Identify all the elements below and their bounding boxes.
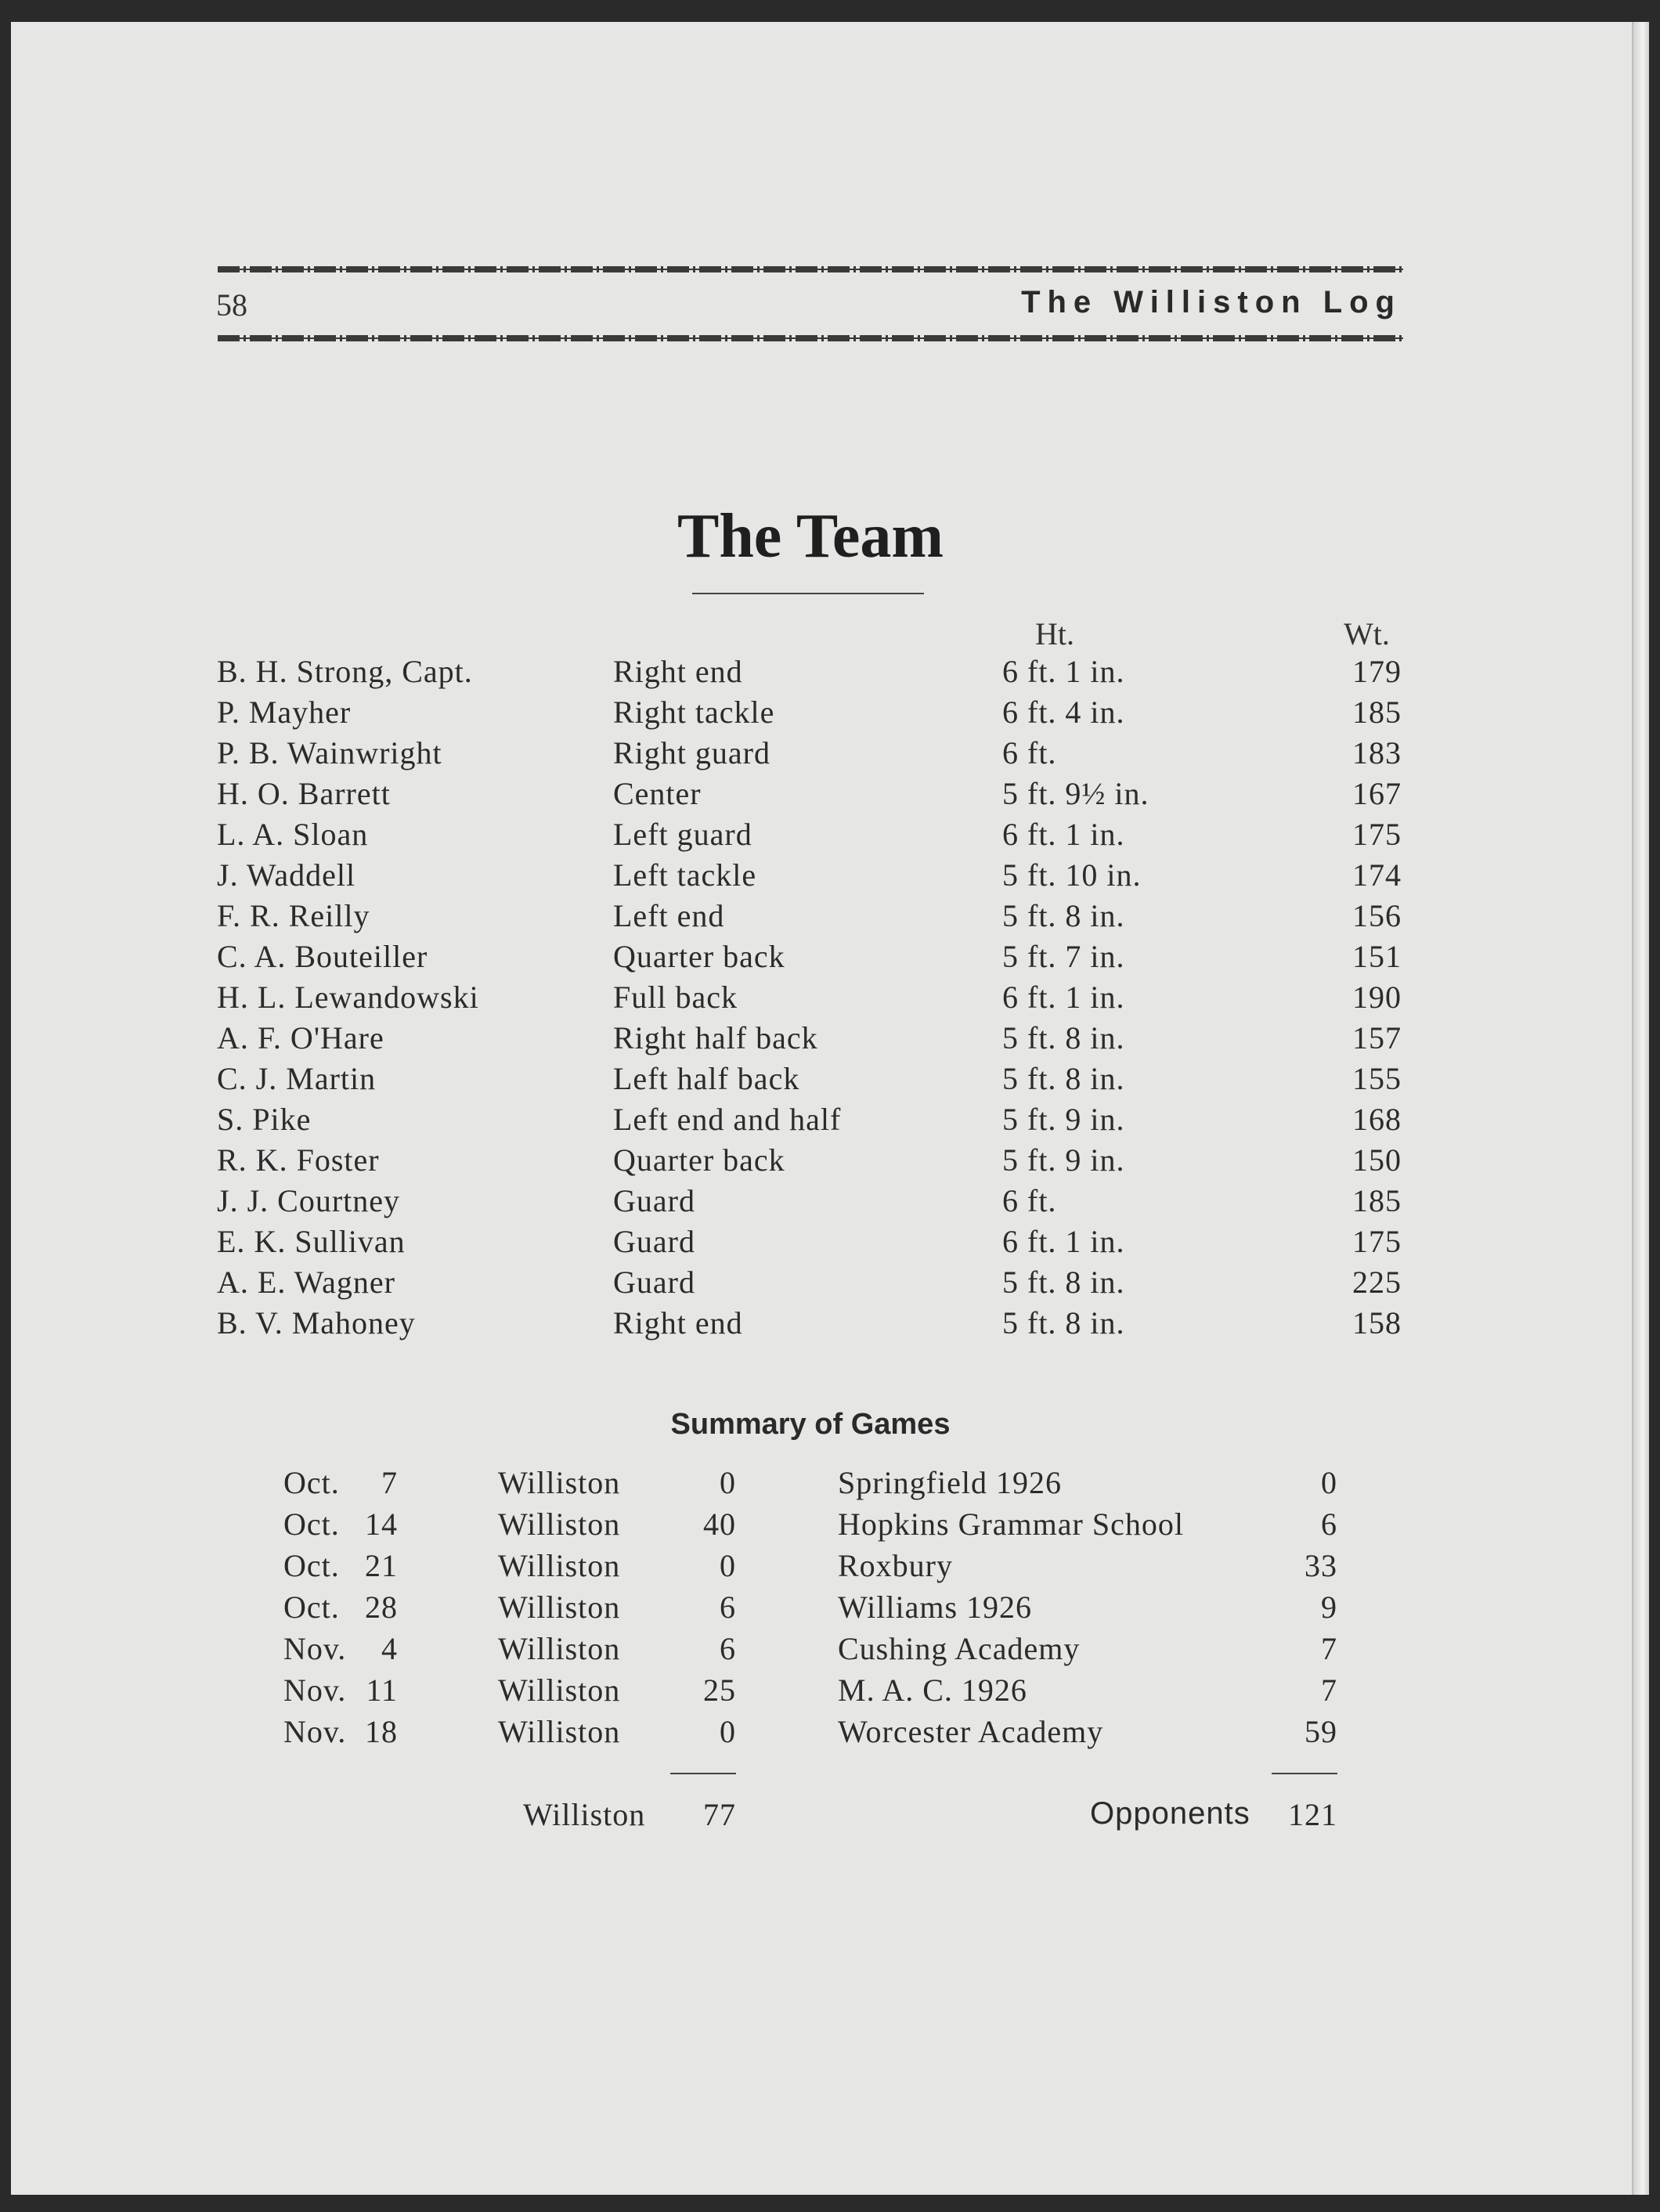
player-name: H. L. Lewandowski — [217, 980, 479, 1015]
player-height: 5 ft. 7 in. — [1002, 939, 1125, 974]
player-height: 6 ft. — [1002, 1183, 1057, 1218]
player-position: Full back — [613, 980, 738, 1015]
game-opponent-score: 33 — [1305, 1548, 1337, 1583]
player-name: R. K. Foster — [217, 1142, 380, 1178]
player-weight: 185 — [1352, 1183, 1402, 1218]
player-height: 5 ft. 9 in. — [1002, 1142, 1125, 1178]
home-total-value: 77 — [703, 1797, 736, 1832]
player-name: B. H. Strong, Capt. — [217, 654, 473, 689]
roster-row — [0, 775, 1621, 816]
game-month: Oct. — [283, 1590, 340, 1625]
game-opponent: Cushing Academy — [838, 1631, 1081, 1666]
roster-row — [0, 857, 1621, 897]
opponent-total-rule — [1272, 1773, 1337, 1774]
player-position: Guard — [613, 1224, 695, 1259]
player-weight: 167 — [1352, 776, 1402, 811]
roster-row — [0, 1264, 1621, 1304]
roster-row — [0, 938, 1621, 979]
player-position: Right end — [613, 654, 743, 689]
game-opponent-score: 59 — [1305, 1714, 1337, 1749]
game-home-team: Williston — [498, 1507, 621, 1542]
roster-table — [0, 653, 1621, 1345]
roster-row — [0, 1019, 1621, 1060]
game-month: Oct. — [283, 1548, 340, 1583]
game-home-team: Williston — [498, 1465, 621, 1500]
roster-row — [0, 694, 1621, 734]
game-home-team: Williston — [498, 1590, 621, 1625]
roster-row — [0, 1101, 1621, 1142]
player-weight: 157 — [1352, 1020, 1402, 1055]
game-home-score: 0 — [720, 1548, 736, 1583]
player-weight: 190 — [1352, 980, 1402, 1015]
player-position: Left end — [613, 898, 725, 933]
roster-row — [0, 1304, 1621, 1345]
game-day: 21 — [365, 1548, 398, 1583]
game-day: 28 — [365, 1590, 398, 1625]
roster-row — [0, 1223, 1621, 1264]
player-height: 5 ft. 8 in. — [1002, 1305, 1125, 1341]
game-opponent-score: 7 — [1321, 1673, 1337, 1708]
game-home-score: 0 — [720, 1465, 736, 1500]
player-weight: 155 — [1352, 1061, 1402, 1096]
player-name: C. J. Martin — [217, 1061, 377, 1096]
player-weight: 179 — [1352, 654, 1402, 689]
player-weight: 158 — [1352, 1305, 1402, 1341]
game-opponent: M. A. C. 1926 — [838, 1673, 1027, 1708]
page-title: The Team — [677, 502, 944, 571]
weight-column-header: Wt. — [1344, 616, 1390, 651]
game-month: Nov. — [283, 1673, 347, 1708]
page-number: 58 — [216, 287, 247, 323]
player-position: Left half back — [613, 1061, 800, 1096]
game-month: Oct. — [283, 1507, 340, 1542]
game-day: 18 — [365, 1714, 398, 1749]
roster-row — [0, 653, 1621, 694]
player-weight: 175 — [1352, 1224, 1402, 1259]
game-row — [0, 1672, 1621, 1713]
player-height: 6 ft. 1 in. — [1002, 1224, 1125, 1259]
game-month: Oct. — [283, 1465, 340, 1500]
player-name: J. Waddell — [217, 857, 356, 893]
header-rule-top — [218, 266, 1403, 272]
game-opponent-score: 0 — [1321, 1465, 1337, 1500]
page-edge — [1632, 22, 1649, 2195]
home-total-label: Williston — [523, 1797, 646, 1832]
player-position: Left guard — [613, 817, 752, 852]
player-weight: 168 — [1352, 1102, 1402, 1137]
game-row — [0, 1464, 1621, 1506]
game-home-score: 6 — [720, 1631, 736, 1666]
game-opponent: Roxbury — [838, 1548, 953, 1583]
player-height: 6 ft. 4 in. — [1002, 695, 1125, 730]
player-weight: 175 — [1352, 817, 1402, 852]
player-height: 6 ft. — [1002, 735, 1057, 770]
game-row — [0, 1506, 1621, 1547]
player-position: Guard — [613, 1265, 695, 1300]
player-height: 6 ft. 1 in. — [1002, 817, 1125, 852]
player-position: Left tackle — [613, 857, 757, 893]
player-name: S. Pike — [217, 1102, 312, 1137]
height-column-header: Ht. — [1035, 616, 1074, 651]
home-total-rule — [670, 1773, 736, 1774]
player-weight: 225 — [1352, 1265, 1402, 1300]
player-weight: 185 — [1352, 695, 1402, 730]
player-position: Center — [613, 776, 702, 811]
player-weight: 151 — [1352, 939, 1402, 974]
player-height: 5 ft. 8 in. — [1002, 1265, 1125, 1300]
player-name: A. F. O'Hare — [217, 1020, 384, 1055]
roster-row — [0, 1060, 1621, 1101]
game-home-score: 0 — [720, 1714, 736, 1749]
player-height: 6 ft. 1 in. — [1002, 654, 1125, 689]
player-height: 5 ft. 8 in. — [1002, 898, 1125, 933]
roster-row — [0, 897, 1621, 938]
running-title: The Williston Log — [1021, 285, 1402, 319]
games-table — [0, 1464, 1621, 1755]
game-home-team: Williston — [498, 1673, 621, 1708]
player-name: A. E. Wagner — [217, 1265, 395, 1300]
roster-row — [0, 1142, 1621, 1182]
player-height: 5 ft. 10 in. — [1002, 857, 1142, 893]
game-opponent: Hopkins Grammar School — [838, 1507, 1184, 1542]
player-height: 5 ft. 8 in. — [1002, 1061, 1125, 1096]
game-opponent-score: 7 — [1321, 1631, 1337, 1666]
player-position: Right end — [613, 1305, 743, 1341]
roster-row — [0, 979, 1621, 1019]
player-height: 6 ft. 1 in. — [1002, 980, 1125, 1015]
player-name: L. A. Sloan — [217, 817, 369, 852]
game-home-team: Williston — [498, 1548, 621, 1583]
player-name: E. K. Sullivan — [217, 1224, 406, 1259]
game-opponent-score: 9 — [1321, 1590, 1337, 1625]
game-home-score: 40 — [703, 1507, 736, 1542]
game-row — [0, 1589, 1621, 1630]
game-home-team: Williston — [498, 1631, 621, 1666]
game-row — [0, 1547, 1621, 1589]
roster-row — [0, 734, 1621, 775]
player-name: B. V. Mahoney — [217, 1305, 416, 1341]
game-month: Nov. — [283, 1631, 347, 1666]
game-row — [0, 1630, 1621, 1672]
game-opponent: Springfield 1926 — [838, 1465, 1062, 1500]
player-weight: 174 — [1352, 857, 1402, 893]
summary-heading: Summary of Games — [670, 1408, 951, 1441]
player-name: H. O. Barrett — [217, 776, 391, 811]
player-height: 5 ft. 8 in. — [1002, 1020, 1125, 1055]
player-position: Right guard — [613, 735, 770, 770]
player-height: 5 ft. 9 in. — [1002, 1102, 1125, 1137]
opponent-total-value: 121 — [1288, 1797, 1337, 1832]
roster-row — [0, 1182, 1621, 1223]
game-opponent: Williams 1926 — [838, 1590, 1033, 1625]
player-weight: 183 — [1352, 735, 1402, 770]
player-name: J. J. Courtney — [217, 1183, 400, 1218]
player-name: C. A. Bouteiller — [217, 939, 428, 974]
title-underline — [692, 593, 924, 594]
opponent-total-label: Opponents — [1090, 1796, 1250, 1831]
player-height: 5 ft. 9½ in. — [1002, 776, 1149, 811]
roster-row — [0, 816, 1621, 857]
game-home-score: 6 — [720, 1590, 736, 1625]
game-row — [0, 1713, 1621, 1755]
game-opponent-score: 6 — [1321, 1507, 1337, 1542]
player-position: Right tackle — [613, 695, 775, 730]
player-position: Guard — [613, 1183, 695, 1218]
header-rule-bottom — [218, 335, 1403, 341]
game-day: 11 — [366, 1673, 398, 1708]
game-home-team: Williston — [498, 1714, 621, 1749]
player-weight: 150 — [1352, 1142, 1402, 1178]
game-day: 4 — [381, 1631, 398, 1666]
player-position: Quarter back — [613, 1142, 785, 1178]
player-name: P. Mayher — [217, 695, 352, 730]
player-position: Quarter back — [613, 939, 785, 974]
game-home-score: 25 — [703, 1673, 736, 1708]
player-weight: 156 — [1352, 898, 1402, 933]
game-day: 14 — [365, 1507, 398, 1542]
player-name: P. B. Wainwright — [217, 735, 442, 770]
player-name: F. R. Reilly — [217, 898, 370, 933]
player-position: Right half back — [613, 1020, 818, 1055]
game-month: Nov. — [283, 1714, 347, 1749]
game-day: 7 — [381, 1465, 398, 1500]
player-position: Left end and half — [613, 1102, 842, 1137]
game-opponent: Worcester Academy — [838, 1714, 1104, 1749]
